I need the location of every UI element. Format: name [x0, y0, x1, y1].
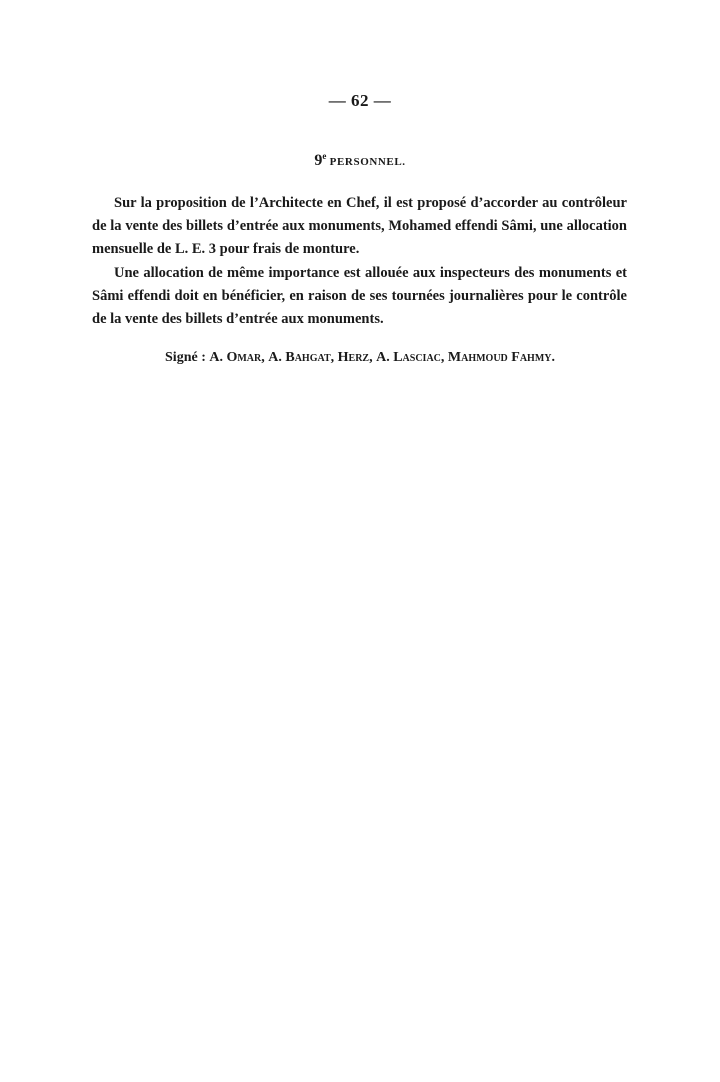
signatory: Herz	[337, 350, 370, 365]
signatory: A. Lasciac	[376, 350, 441, 365]
section-number: 9e	[314, 151, 327, 169]
signature-line: Signé : A. Omar, A. Bahgat, Herz, A. Lasciac, Mahmoud Fahmy.	[165, 350, 555, 365]
signatory: A. Omar	[209, 350, 262, 365]
page-number: — 62 —	[328, 91, 392, 110]
signature-prefix: Signé :	[165, 350, 210, 365]
paragraph: Sur la proposition de l’Architecte en Chef, il est proposé d’accorder au contrôleur de la vente des billets d’entrée aux monuments, Mohamed effendi Sâmi, une allocation mensuelle de L. E. 3 pour frais de monture.	[92, 195, 627, 258]
section-heading	[0, 151, 720, 170]
paragraph: Une allocation de même importance est allouée aux inspecteurs des monuments et Sâmi effendi doit en bénéficier, en raison de ses tournées journalières pour le contrôle de la vente des billets d’entrée aux monuments.	[92, 264, 627, 328]
body-text	[92, 192, 627, 331]
signatory: A. Bahgat	[268, 350, 331, 365]
signatory: Mahmoud Fahmy.	[447, 350, 555, 365]
section-number-suffix: e	[322, 151, 327, 161]
section-title: PERSONNEL.	[329, 156, 406, 168]
